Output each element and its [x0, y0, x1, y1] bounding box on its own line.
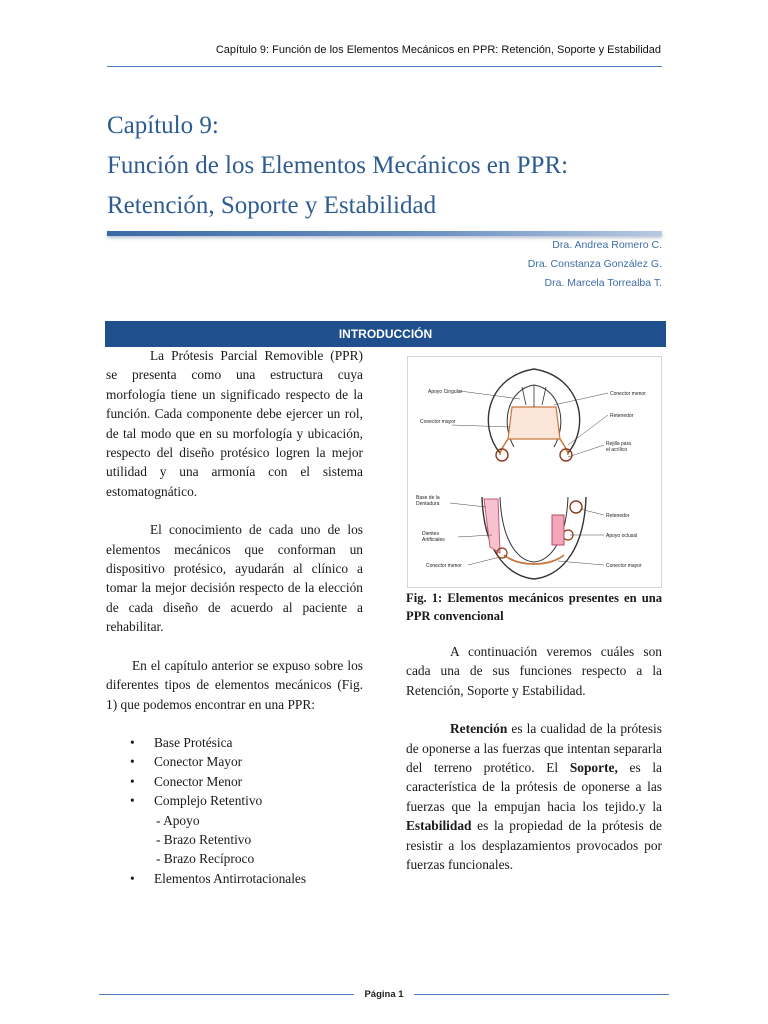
author-3: Dra. Marcela Torrealba T. — [544, 277, 662, 289]
list-item: • Elementos Antirrotacionales — [106, 869, 363, 888]
term-retencion: Retención — [450, 721, 508, 737]
label-rejilla-2: el acrílico — [606, 447, 628, 453]
author-2: Dra. Constanza González G. — [527, 258, 662, 270]
label-retenedor-top: Retenedor — [610, 413, 634, 419]
list-item: • Complejo Retentivo — [106, 791, 363, 810]
chapter-title-block — [107, 106, 667, 226]
page-number: Página 1 — [364, 989, 404, 1000]
chapter-number: Capítulo 9: — [107, 112, 219, 139]
label-conector-menor-bl: Conector menor — [426, 563, 462, 569]
term-estabilidad: Estabilidad — [406, 818, 472, 834]
header-rule — [107, 66, 662, 67]
page-footer — [99, 989, 669, 1000]
chapter-title-line-1: Función de los Elementos Mecánicos en PPR: — [107, 152, 569, 179]
intro-paragraph-2: El conocimiento de cada uno de los elementos mecánicos que conforman un dispositivo protésico, ayudarán al clínico a tomar la mejor decisión respecto de la elección de cada diseño de acuerdo al paciente a rehabilitar. — [106, 522, 363, 635]
label-conector-mayor-br: Conector mayor — [606, 563, 642, 569]
def-estabilidad: es la propiedad de la prótesis de resistir a los desplazamientos provocados por fuerzas funcionales. — [406, 818, 662, 873]
figure-caption: Fig. 1: Elementos mecánicos presentes en una PPR convencional — [406, 591, 662, 623]
label-conector-mayor: Conector mayor — [420, 419, 456, 425]
authors-block — [528, 236, 662, 293]
right-column — [406, 642, 662, 874]
intro-paragraph-3: En el capítulo anterior se expuso sobre los diferentes tipos de elementos mecánicos (Fig. 1) que podemos encontrar en una PPR: — [106, 657, 363, 712]
section-heading: INTRODUCCIÓN — [338, 327, 433, 341]
chapter-title-line-2: Retención, Soporte y Estabilidad — [107, 192, 437, 219]
footer-rule-right — [414, 994, 669, 995]
label-apoyo-cingular: Apoyo Cingular — [428, 389, 463, 395]
label-retenedor-bottom: Retenedor — [606, 513, 630, 519]
list-subitem: - Brazo Recíproco — [156, 851, 255, 867]
label-dientes-2: Artificiales — [422, 537, 445, 543]
footer-rule-left — [99, 994, 354, 995]
lower-arch-drawing — [482, 497, 586, 579]
author-1: Dra. Andrea Romero C. — [552, 239, 662, 251]
left-column — [106, 346, 363, 888]
label-base-2: Dentadura — [416, 501, 440, 507]
list-item: • Conector Menor — [106, 772, 363, 791]
intro-paragraph-1: La Prótesis Parcial Removible (PPR) se presenta como una estructura cuya morfología tiene un significado respecto de la función. Cada componente debe ejercer un rol, de tal modo que en su morfología y ubicación, respecto del diseño protésico logren la mejor utilidad y una armonía con el sistema estomatognático. — [106, 348, 363, 499]
figure-1-dental-diagram — [407, 356, 662, 588]
term-soporte: Soporte, — [569, 760, 618, 776]
functions-intro-paragraph: A continuación veremos cuáles son cada una de sus funciones respecto a la Retención, Soporte y Estabilidad. — [406, 644, 662, 698]
label-conector-menor-top: Conector menor — [610, 391, 646, 397]
list-item: • Conector Mayor — [106, 752, 363, 771]
label-base-1: Base de la — [416, 495, 440, 501]
label-apoyo-oclusal: Apoyo oclusal — [606, 533, 638, 539]
list-item: • Base Protésica — [106, 733, 363, 752]
label-rejilla-1: Rejilla para — [606, 441, 632, 447]
elements-list — [106, 733, 363, 888]
section-heading-bar — [105, 321, 666, 347]
running-header: Capítulo 9: Función de los Elementos Mecánicos en PPR: Retención, Soporte y Estabilidad — [215, 44, 661, 56]
list-subitem: - Brazo Retentivo — [156, 831, 252, 847]
ppr-diagram-illustration — [408, 357, 661, 587]
label-dientes-1: Dientes — [422, 531, 439, 537]
def-retencion: es la cualidad de la prótesis de oponerse a las fuerzas que intentan separarla del terreno protético. El — [406, 721, 662, 776]
list-subitem: - Apoyo — [156, 812, 200, 828]
definitions-paragraph — [406, 719, 662, 874]
upper-arch-drawing — [488, 369, 579, 461]
def-soporte: es la característica de la prótesis de oponerse a las fuerzas que la empujan hacia los tejido.y la — [406, 760, 663, 814]
